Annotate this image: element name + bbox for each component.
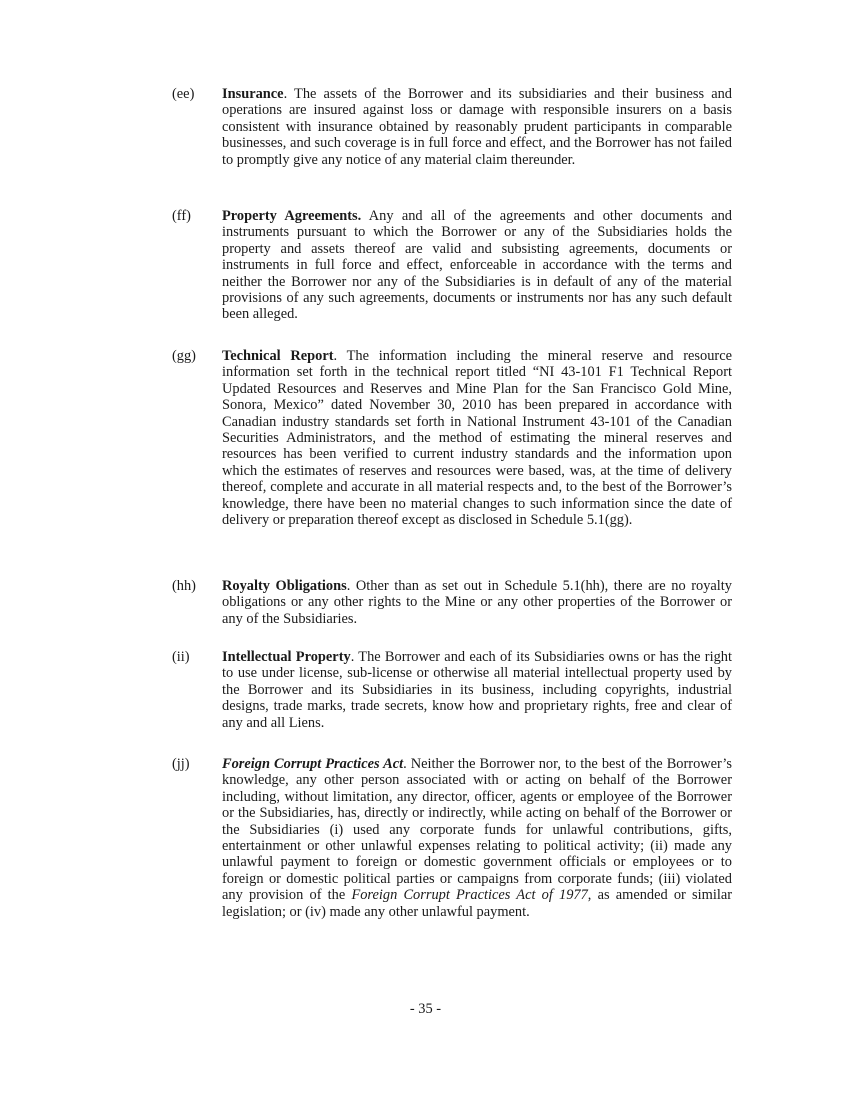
section-text: Any and all of the agreements and other documents and instruments pursuant to which the Borrower or any of the Subsidiaries holds the property and assets thereof are valid and subsisting agreements, documents or instruments in full force and effect, enforceable in accordance with the terms and neither the Borrower nor any of the Subsidiaries is in default of any of the material provisions of any such agreements, documents or instruments nor has any such default been alleged.: [222, 208, 732, 323]
section-ii: [172, 649, 732, 731]
title-punctuation: .: [346, 578, 356, 594]
title-punctuation: .: [403, 756, 411, 772]
page-number: - 35 -: [409, 1001, 442, 1017]
section-number: (hh): [172, 578, 196, 594]
section-text: The Borrower and each of its Subsidiaries owns or has the right to use under license, sub-license or otherwise all material intellectual property used by the Borrower and its Subsidiaries in its business, including copyrights, industrial designs, trade marks, trade secrets, know how and proprietary rights, free and clear of any and all Liens.: [222, 649, 732, 731]
section-number: (ee): [172, 86, 195, 102]
section-body: [222, 86, 732, 168]
title-punctuation: .: [333, 348, 347, 364]
section-body: [222, 578, 732, 627]
section-jj: [172, 756, 732, 920]
section-body: [222, 348, 732, 528]
title-punctuation: [361, 208, 369, 224]
section-title: Royalty Obligations: [222, 578, 347, 594]
section-gg: [172, 348, 732, 528]
section-body: [222, 649, 732, 731]
section-number: (gg): [172, 348, 196, 364]
section-ff: [172, 208, 732, 323]
section-number: (ff): [172, 208, 191, 224]
section-number: (ii): [172, 649, 190, 665]
section-text: Neither the Borrower nor, to the best of the Borrower’s knowledge, any other person associated with or acting on behalf of the Borrower including, without limitation, any director, officer, agents or employee of the Borrower or the Subsidiaries, has, directly or indirectly, while acting on behalf of the Borrower or the Subsidiaries (i) used any corporate funds for unlawful contributions, gifts, entertainment or other unlawful expenses relating to political activity; (ii) made any unlawful payment to foreign or domestic government officials or employees or to foreign or domestic political parties or campaigns from corporate funds; (iii) violated any provision of the: [222, 756, 732, 904]
act-reference: Foreign Corrupt Practices Act of 1977: [351, 887, 588, 904]
section-title: Intellectual Property: [222, 649, 351, 665]
section-number: (jj): [172, 756, 190, 772]
section-body: [222, 756, 732, 920]
section-title: Technical Report: [222, 348, 334, 364]
title-punctuation: .: [350, 649, 359, 665]
title-punctuation: .: [283, 86, 295, 102]
section-title: Insurance: [222, 86, 284, 102]
section-title: Property Agreements.: [222, 208, 362, 224]
section-body: [222, 208, 732, 323]
section-text: The information including the mineral reserve and resource information set forth in the technical report titled “NI 43-101 F1 Technical Report Updated Resources and Reserves and Mine Plan for the San Francisco Gold Mine, Sonora, Mexico” dated November 30, 2010 has been prepared in accordance with Canadian industry standards set forth in National Instrument 43-101 of the Canadian Securities Administrators, and the method of estimating the mineral reserves and resources has been verified to current industry standards and the information upon which the estimates of reserves and resources were based, was, at the time of delivery thereof, complete and accurate in all material respects and, to the best of the Borrower’s knowledge, there have been no material changes to such information since the date of delivery or preparation thereof except as disclosed in Schedule 5.1(gg).: [222, 348, 732, 529]
section-ee: [172, 86, 732, 168]
section-text: Other than as set out in Schedule 5.1(hh), there are no royalty obligations or any other rights to the Mine or any other properties of the Borrower or any of the Subsidiaries.: [222, 578, 732, 627]
section-text-end: , as amended or similar legislation; or (iv) made any other unlawful payment.: [222, 887, 733, 920]
section-title: Foreign Corrupt Practices Act: [222, 756, 404, 772]
section-text: The assets of the Borrower and its subsidiaries and their business and operations are insured against loss or damage with responsible insurers on a basis consistent with insurance obtained by reasonably prudent participants in comparable businesses, and such coverage is in full force and effect, and the Borrower has not failed to promptly give any notice of any material claim thereunder.: [222, 86, 733, 168]
section-hh: [172, 578, 732, 627]
